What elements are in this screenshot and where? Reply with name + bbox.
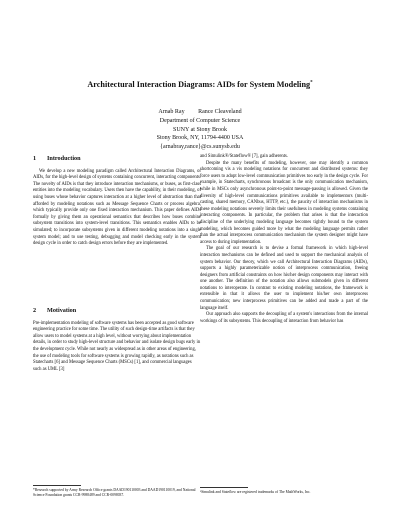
title-footnote-marker: * [310,80,313,86]
author-email: {arnabray,rance}@cs.sunysb.edu [160,144,240,151]
author-address: Stony Brook, NY, 11794-4400 USA [156,135,244,142]
motivation-section [33,308,201,378]
section-number: 1 [33,155,37,162]
footnote-text: ¹Simulink and Stateflow are registered trademarks of The MathWorks, Inc. [200,490,311,494]
body-paragraph: and Simulink®/Stateflow® [7], gain adherents. [200,154,288,159]
section-title: Introduction [47,155,81,162]
paper-title [30,80,370,89]
author-block [60,108,340,152]
footnote-rule [200,487,248,488]
footnote-text: *Research supported by Army Research Office grants DAAD190110003 and DAAD190110019, and National Science Foundation grants CCR-9988489 and CCR-0098037. [33,488,196,497]
section-heading-introduction [33,156,201,163]
footnote-rule [33,485,81,486]
author-affiliation: Department of Computer Science [159,117,241,124]
footnote-right [200,487,368,495]
footnote-left [33,485,201,498]
introduction-paragraph: We develop a new modeling paradigm called Architectural Interaction Diagrams, or AIDs, for the high-level design of systems containing concurrent, interacting components. The novelty of AIDs is that they introduce interaction mechanisms, or buses, as first-class entities into the modeling vocabulary. Users then have the capability, in their modeling, of using buses whose behavior captures interaction at a higher level of abstraction than that afforded by modeling notations such as Message Sequence Charts or process algebra, which typically provide only one fixed interaction mechanism. This paper defines AIDs formally by giving them an operational semantics that describes how buses combine subsystem transitions into system-level transitions. This semantics enables AIDs to be simulated; to incorporate subsystems given in different modeling notations into a single system model; and to use testing, debugging and model checking early in the system design cycle in order to catch design errors before they are implemented. [33,168,201,247]
author-university: SUNY at Stony Brook [173,126,227,133]
left-column [33,156,201,248]
body-paragraph: Despite the many benefits of modeling, however, one may identify a common shortcoming vis a vis modeling notations for concurrent and distributed systems: they force users to adopt low-level communication primitives too early in the design cycle. For example, in Statecharts, synchronous broadcast is the only communication mechanism, while in MSCs only asynchronous point-to-point message-passing is allowed. Given the diversity of high-level communications primitives available to implementors (multi-casting, shared memory, CANbus, HTTP, etc.), the paucity of interaction mechanisms in these modeling notations severely limits their usefulness in modeling systems containing interacting components. In particular, the problem that arises is that the interaction discipline of the underlying modeling language becomes tightly bound to the system modeling, which becomes guided more by what the modeling language permits rather than the actual interprocess communication mechanism the system designer might have access to during implementation. [200,160,368,245]
section-heading-motivation [33,308,201,315]
author-names [60,108,340,117]
motivation-paragraph: Pre-implementation modeling of software systems has been accepted as good software engineering practice for some time. The utility of such design-time artifacts is that they allow users to model systems at a high level, without worrying about implementation details, in order to study high-level structure and behavior and isolate design bugs early in the development cycle. While not nearly as widespread as in other areas of engineering, the use of modeling tools for software systems is growing rapidly, as notations such as Statecharts [6] and Message Sequence Charts (MSCs) [1], and commercial languages such as UML [3] [33,320,201,372]
author-name: Arnab Ray [158,109,185,115]
body-paragraph: Our approach also supports the decoupling of a system's interactions from the internal workings of its subsystems. This decoupling of interaction from behavior has [200,312,368,324]
title-text: Architectural Interaction Diagrams: AIDs for System Modeling [87,80,311,89]
section-number: 2 [33,307,37,314]
right-column [200,154,368,325]
body-paragraph: The goal of our research is to devise a formal framework in which high-level interaction mechanisms can be defined and used to support the mechanical analysis of system behavior. Our theory, which we call Architectural Interaction Diagrams (AIDs), supports a highly parameterizable notion of interprocess communication, freeing designers from artificial constraints on how his/her design components may interact with one another. The definition of the notation also allows submodels given in different notations to interoperate. In contrast to existing modeling notations, the framework is extensible in that it allows the user to implement his/her own interprocess communication; new interprocess primitives can be added and made a part of the language itself. [200,246,368,311]
section-title: Motivation [47,307,77,314]
author-name: Rance Cleaveland [198,109,242,115]
